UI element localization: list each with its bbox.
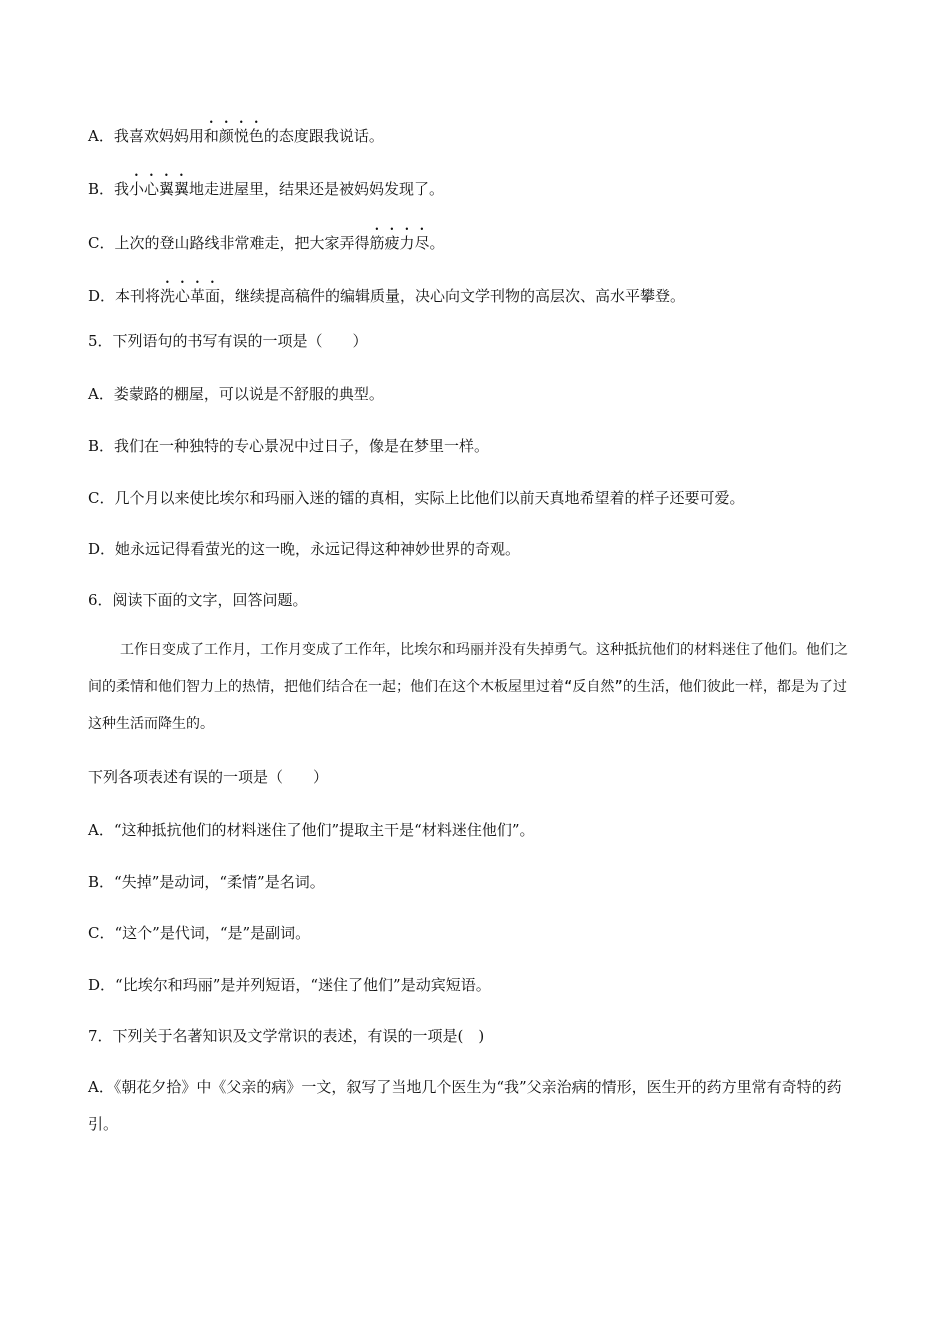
q4-option-c-post: 。 xyxy=(429,234,445,252)
q6-passage: 工作日变成了工作月，工作月变成了工作年，比埃尔和玛丽并没有失掉勇气。这种抵抗他们的材料迷住了他们。他们之间的柔情和他们智力上的热情，把他们结合在一起；他们在这个木板屋里过着“反自然”的生活，他们彼此一样，都是为了过这种生活而降生的。 xyxy=(88,642,848,732)
q4-option-a-post: 的态度跟我说话。 xyxy=(263,127,384,145)
q4-option-b-idiom: 小心翼翼 xyxy=(129,180,190,198)
q7-stem: 7．下列关于名著知识及文学常识的表述，有误的一项是( ) xyxy=(88,1027,485,1045)
q5-option-d: D．她永远记得看萤光的这一晚，永远记得这种神妙世界的奇观。 xyxy=(88,540,521,558)
q4-option-c xyxy=(88,225,445,253)
q4-option-d-post: ，继续提高稿件的编辑质量，决心向文学刊物的高层次、高水平攀登。 xyxy=(220,287,686,305)
q4-option-d-idiom: 洗心革面 xyxy=(160,287,221,305)
q4-option-d xyxy=(88,278,685,306)
q4-option-a-pre: A．我喜欢妈妈用 xyxy=(88,127,204,145)
q6-stem: 6．阅读下面的文字，回答问题。 xyxy=(88,591,308,609)
q6-option-c: C．“这个”是代词，“是”是副词。 xyxy=(88,924,311,942)
q4-option-b-pre: B．我 xyxy=(88,180,130,198)
q4-option-a-idiom: 和颜悦色 xyxy=(203,127,264,145)
q6-option-a: A．“这种抵抗他们的材料迷住了他们”提取主干是“材料迷住他们”。 xyxy=(88,821,535,839)
q4-option-b xyxy=(88,171,444,199)
q6-sub-stem: 下列各项表述有误的一项是（ ） xyxy=(88,768,329,786)
q5-option-c: C．几个月以来使比埃尔和玛丽入迷的镭的真相，实际上比他们以前天真地希望着的样子还要可爱。 xyxy=(88,489,745,507)
q7-option-a: A．《朝花夕拾》中《父亲的病》一文，叙写了当地几个医生为“我”父亲治病的情形，医生开的药方里常有奇特的药引。 xyxy=(88,1078,842,1133)
q4-option-c-pre: C．上次的登山路线非常难走，把大家弄得 xyxy=(88,234,370,252)
q4-option-c-idiom: 筋疲力尽 xyxy=(369,234,430,252)
q6-option-d: D．“比埃尔和玛丽”是并列短语，“迷住了他们”是动宾短语。 xyxy=(88,976,491,994)
q5-stem: 5．下列语句的书写有误的一项是（ ） xyxy=(88,332,368,350)
q4-option-d-pre: D．本刊将 xyxy=(88,287,161,305)
q6-option-b: B．“失掉”是动词，“柔情”是名词。 xyxy=(88,873,325,891)
q5-option-a: A．娄蒙路的棚屋，可以说是不舒服的典型。 xyxy=(88,385,384,403)
q4-option-b-post: 地走进屋里，结果还是被妈妈发现了。 xyxy=(189,180,445,198)
q5-option-b: B．我们在一种独特的专心景况中过日子，像是在梦里一样。 xyxy=(88,437,490,455)
q4-option-a xyxy=(88,118,384,146)
